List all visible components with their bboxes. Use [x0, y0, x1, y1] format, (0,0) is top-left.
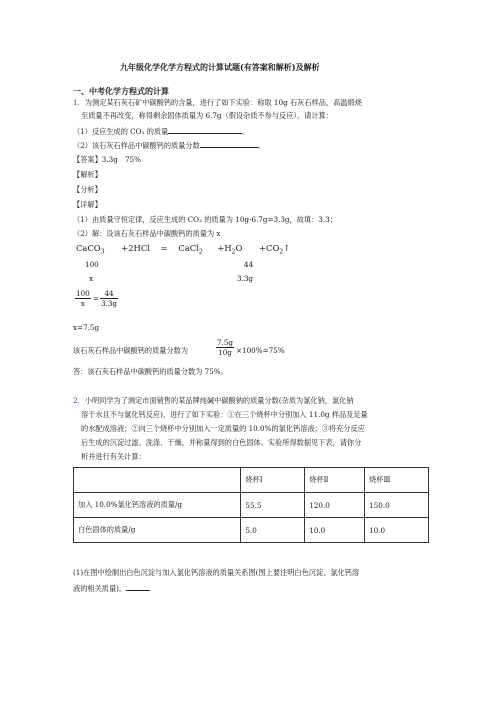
table-row: [74, 518, 429, 543]
answer-blank-3: [126, 582, 150, 591]
question-2-line-2: 溶于水且不与氯化钙反应)，进行了如下实验：①在三个烧杯中分别加入 11.0g 样品及足量: [81, 410, 368, 419]
ratio-equals: =: [93, 294, 100, 303]
conclusion: 答：该石灰石样品中碳酸钙的质量分数为 75%。: [73, 367, 228, 376]
answer-value: 3.3g 75%: [101, 155, 141, 164]
mass-co2: 44: [244, 260, 254, 269]
question-1-line-1: 1．为测定某石灰石矿中碳酸钙的含量，进行了如下实验：称取 10g 石灰石样品，高温煅烧: [73, 98, 362, 107]
chemical-equation: CaCO$_3$ +2HCl = CaCl$_2$ $+H_2O$ $+CO_2↑$: [76, 243, 291, 256]
question-1-sub-1: （1）反应生成的 CO₂ 的质量 。: [73, 127, 250, 136]
page-title: 九年级化学化学方程式的计算试题(有答案和解析)及解析: [120, 62, 320, 72]
question-1-line-2: 至质量不再改变，称得剩余固体质量为 6.7g（假设杂质不参与反应）。请计算：: [81, 111, 333, 120]
ratio-fraction-1: 100 x: [76, 289, 90, 308]
question-2-number: 2．: [73, 396, 85, 405]
table-row: [74, 493, 429, 518]
table-header-cell: [74, 468, 241, 493]
answer-label: 【答案】: [73, 155, 102, 164]
answer-blank-1: [168, 125, 242, 134]
section-heading: 一、中考化学方程式的计算: [73, 86, 169, 96]
table-cell: 120.0: [305, 493, 365, 518]
question-2-part-1-line-2: 液的相关质量)。: [73, 582, 150, 594]
question-2-line-4: 后生成的沉淀过滤、洗涤、干燥，并称量得到的白色固体。实验所得数据见下表，请你分: [81, 438, 362, 447]
table-header-cell: 烧杯Ⅲ: [365, 468, 429, 493]
question-2-line-3: 的水配成溶液；②向三个烧杯中分别加入一定质量的 10.0%的氯化钙溶液；③将充分反应: [81, 424, 365, 433]
question-2-line-1: 2．小明同学为了测定市面销售的某品牌纯碱中碳酸钠的质量分数(杂质为氯化钠，氯化钠: [73, 396, 354, 405]
mass-x: x: [89, 274, 94, 283]
mass-co2-value: 3.3g: [237, 274, 254, 283]
mass-fraction-fraction: 7.5g 10g: [217, 338, 234, 357]
table-cell: 10.0: [365, 518, 429, 543]
answer-blank-2: [200, 139, 258, 148]
ratio-fraction-2: 44 3.3g: [101, 289, 118, 308]
question-1-number: 1．: [73, 98, 85, 107]
mass-caco3: 100: [85, 260, 99, 269]
table-cell: 5.0: [241, 518, 305, 543]
table-cell: 10.0: [305, 518, 365, 543]
table-header-cell: 烧杯Ⅰ: [241, 468, 305, 493]
question-2-line-5: 析并进行有关计算：: [81, 452, 146, 461]
mass-fraction-result: ×100%=75%: [236, 346, 285, 355]
detail-label: 【详解】: [73, 200, 102, 209]
table-cell: 加入 10.0%氯化钙溶液的质量/g: [74, 493, 241, 518]
mass-fraction-text: 该石灰石样品中碳酸钙的质量分数为: [73, 346, 189, 355]
fenxi-label: 【分析】: [73, 185, 102, 194]
table-cell: 55.5: [241, 493, 305, 518]
table-cell: 150.0: [365, 493, 429, 518]
table-cell: 白色固体的质量/g: [74, 518, 241, 543]
detail-step-1: （1）由质量守恒定律，反应生成的 CO₂ 的质量为 10g-6.7g=3.3g，故填：3.3；: [73, 215, 337, 224]
question-2-part-1-line-1: (1)在图中绘制出白色沉淀与加入氯化钙溶液的质量关系图(图上要注明白色沉淀、氯化钙溶: [73, 568, 360, 577]
detail-step-2: （2）解：设该石灰石样品中碳酸钙的质量为 x: [73, 229, 221, 238]
question-1-sub-2: （2）该石灰石样品中碳酸钙的质量分数 。: [73, 141, 265, 150]
data-table: [73, 467, 429, 543]
table-header-cell: 烧杯Ⅱ: [305, 468, 365, 493]
analysis-label: 【解析】: [73, 170, 102, 179]
answer-line: [73, 155, 141, 165]
x-result: x=7.5g: [73, 323, 100, 332]
table-header-row: [74, 468, 429, 493]
